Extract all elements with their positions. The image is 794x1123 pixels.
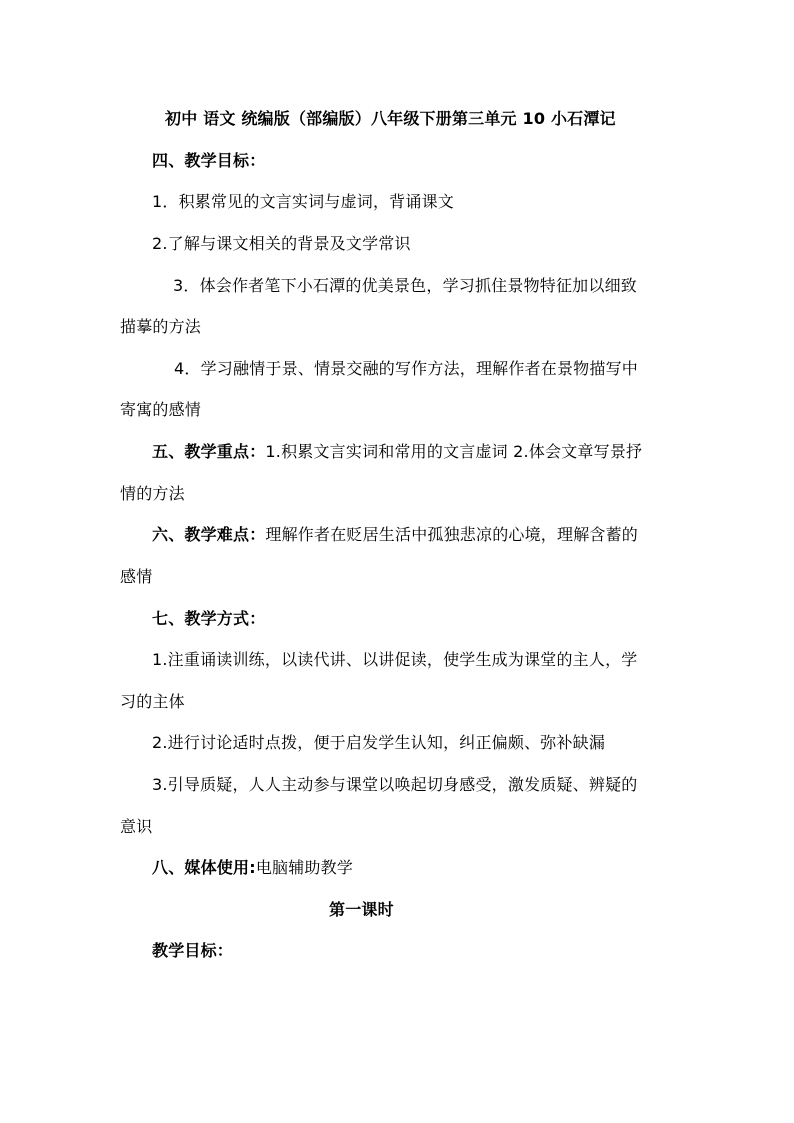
section-heading-media: 八、媒体使用: xyxy=(152,858,256,877)
method-item-3-line-2: 意识 xyxy=(120,817,153,836)
section-key-points xyxy=(152,442,642,462)
key-points-text-line-2: 情的方法 xyxy=(120,484,185,503)
method-item-1-line-2: 习的主体 xyxy=(120,692,185,711)
method-item-1-line-1: 1.注重诵读训练，以读代讲、以讲促读，使学生成为课堂的主人，学 xyxy=(152,650,638,669)
goal-item-3-line-1: 3．体会作者笔下小石潭的优美景色，学习抓住景物特征加以细致 xyxy=(173,276,637,295)
goal-item-4-line-1: 4．学习融情于景、情景交融的写作方法，理解作者在景物描写中 xyxy=(174,359,638,378)
method-item-3-line-1: 3.引导质疑，人人主动参与课堂以唤起切身感受，激发质疑、辨疑的 xyxy=(152,775,638,794)
goal-item-3-line-2: 描摹的方法 xyxy=(120,317,202,336)
method-item-2: 2.进行讨论适时点拨，便于启发学生认知，纠正偏颇、弥补缺漏 xyxy=(152,733,606,752)
difficulties-text-line-2: 感情 xyxy=(120,567,153,586)
goal-item-1: 1．积累常见的文言实词与虚词，背诵课文 xyxy=(152,192,454,211)
section-heading-difficulties: 六、教学难点： xyxy=(152,525,266,544)
media-text: 电脑辅助教学 xyxy=(255,858,354,877)
difficulties-text-line-1: 理解作者在贬居生活中孤独悲凉的心境，理解含蓄的 xyxy=(265,525,639,544)
goal-item-2: 2.了解与课文相关的背景及文学常识 xyxy=(152,234,411,253)
goal-item-4-line-2: 寄寓的感情 xyxy=(120,400,202,419)
section-heading-teaching-goals: 四、教学目标： xyxy=(152,151,266,170)
key-points-text-line-1: 1.积累文言实词和常用的文言虚词 2.体会文章写景抒 xyxy=(265,442,643,461)
section-media xyxy=(152,858,353,878)
section-difficulties xyxy=(152,525,638,545)
lesson-goal-heading: 教学目标： xyxy=(152,941,234,960)
document-title: 初中 语文 统编版（部编版）八年级下册第三单元 10 小石潭记 xyxy=(165,109,616,128)
lesson-heading: 第一课时 xyxy=(329,900,394,919)
section-heading-key-points: 五、教学重点： xyxy=(152,442,266,461)
section-heading-teaching-methods: 七、教学方式： xyxy=(152,609,266,628)
